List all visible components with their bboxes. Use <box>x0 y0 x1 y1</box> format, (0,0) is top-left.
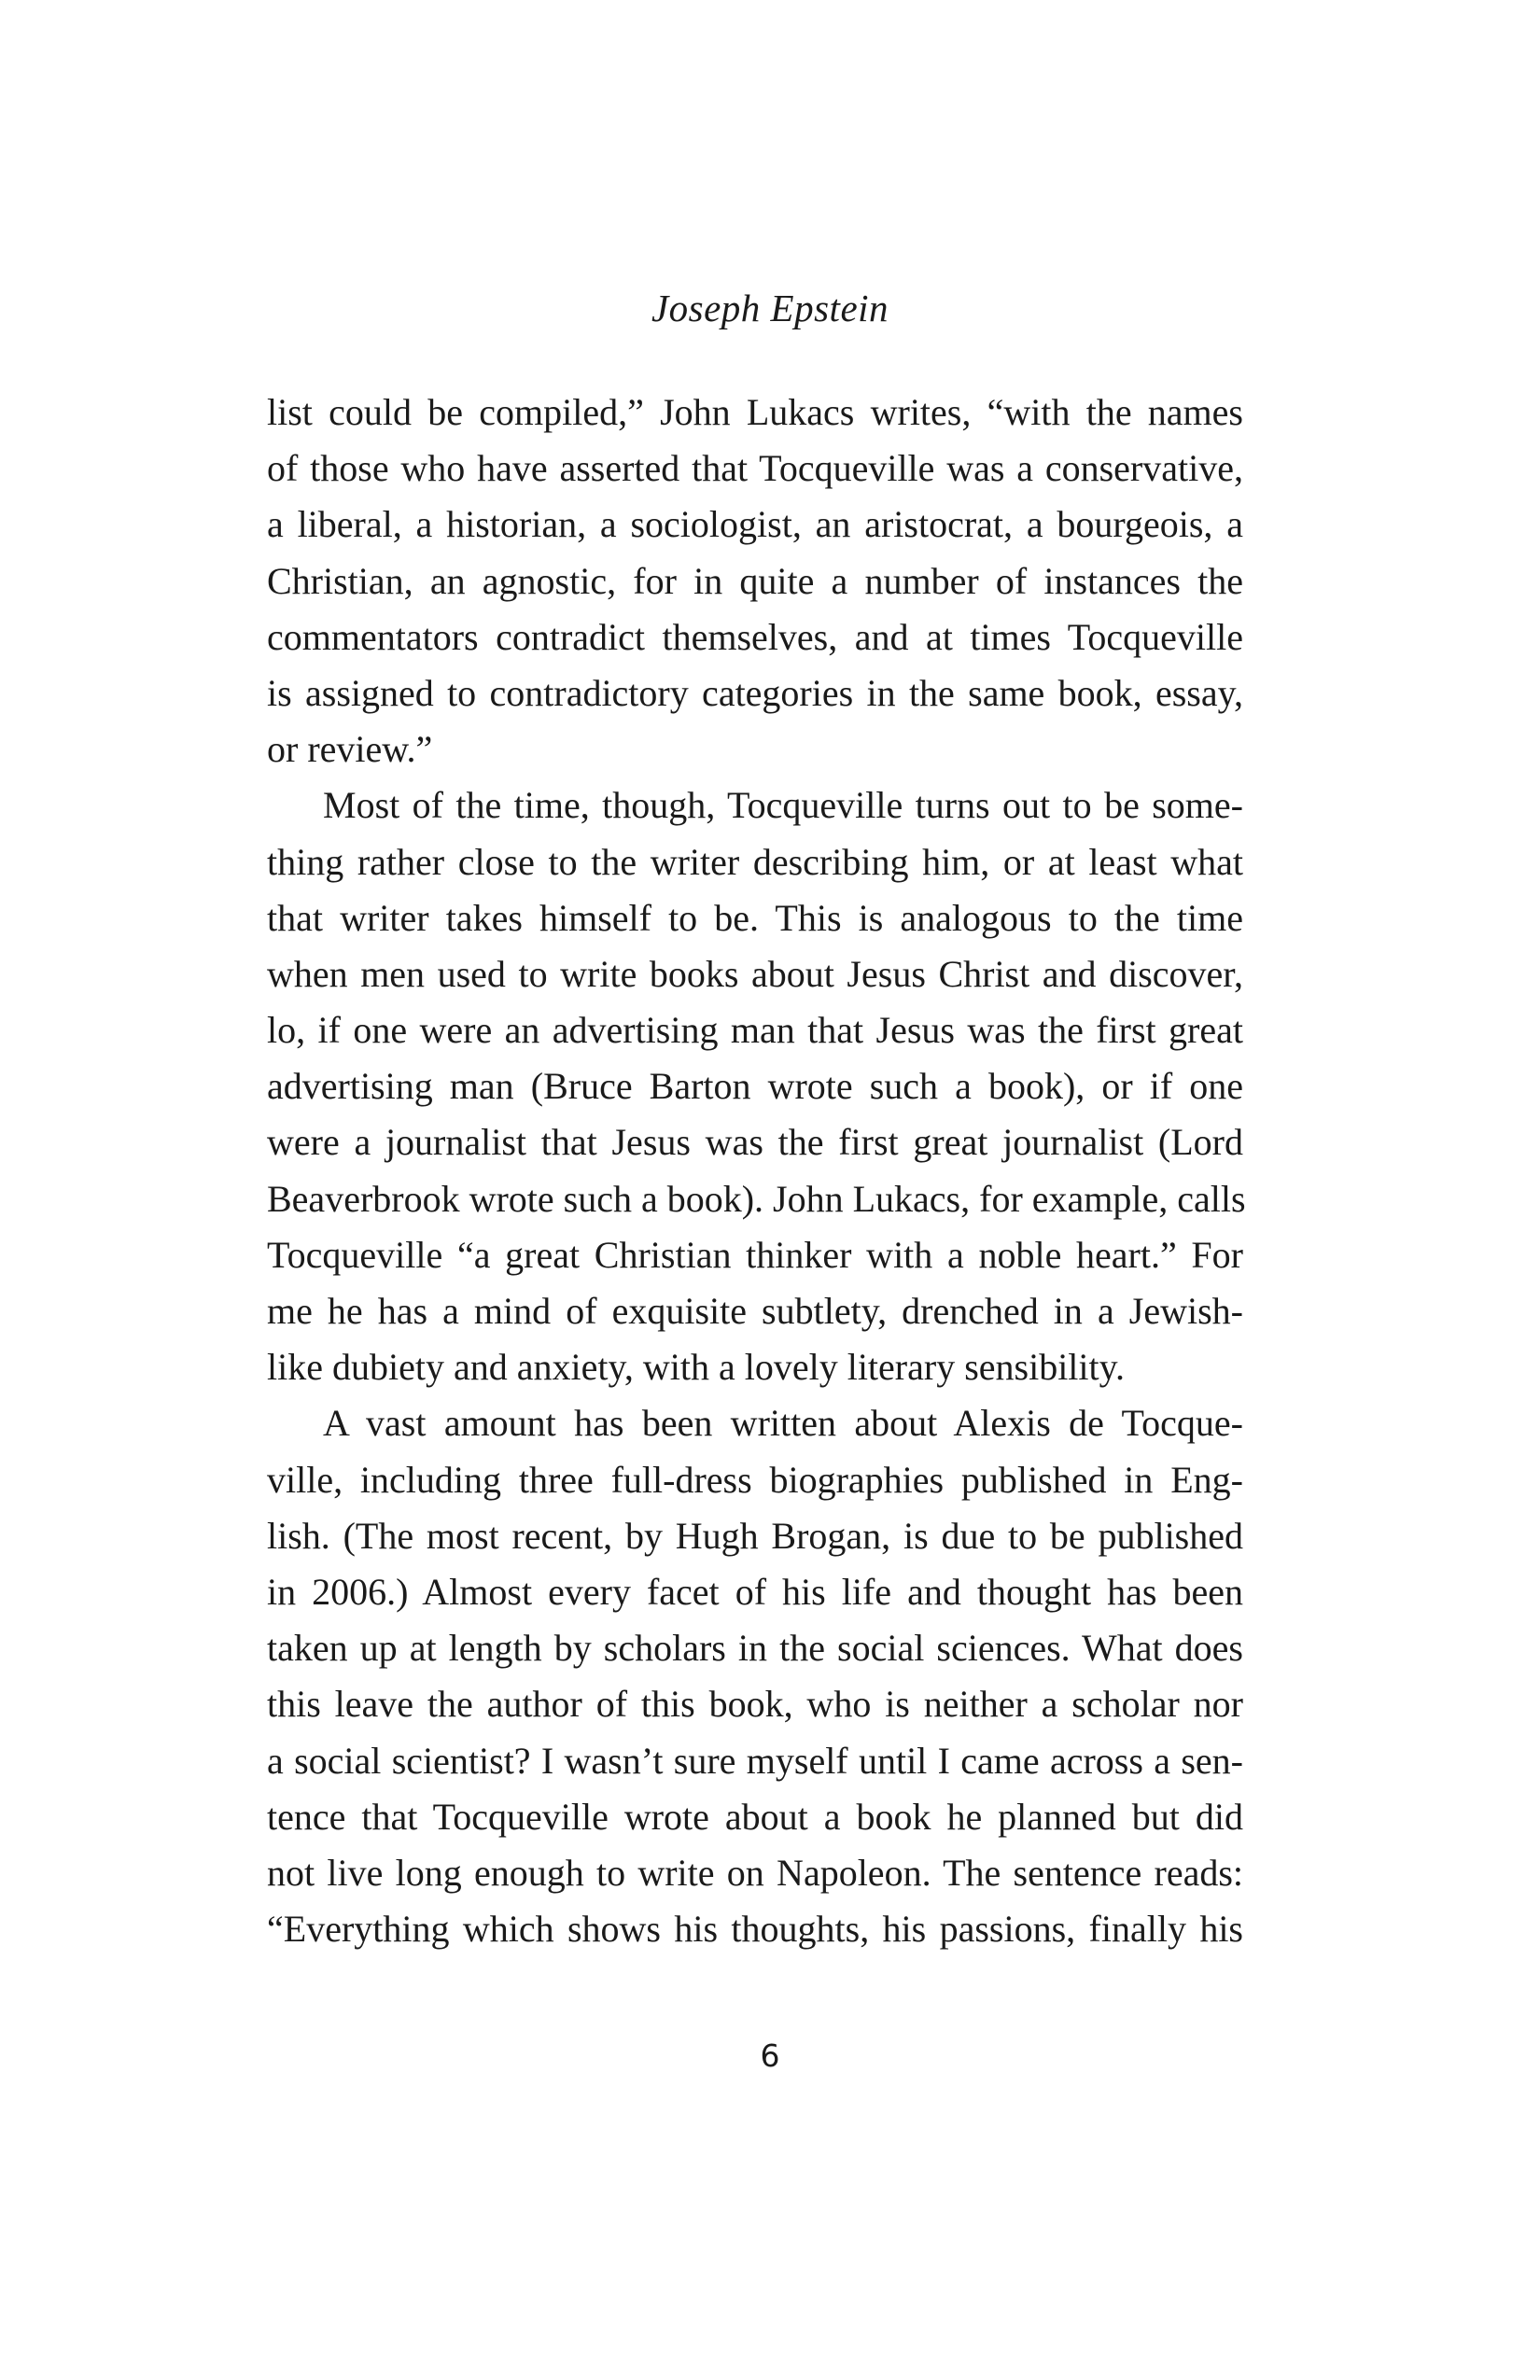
text-line: like dubiety and anxiety, with a lovely literary sensibility. <box>267 1346 1126 1389</box>
text-line: lo, if one were an advertising man that Jesus was the first great <box>267 1009 1243 1052</box>
text-line: or review.” <box>267 728 433 771</box>
text-line: Beaverbrook wrote such a book). John Lukacs, for example, calls <box>267 1177 1246 1220</box>
text-line: is assigned to contradictory categories in the same book, essay, <box>267 671 1243 714</box>
text-line: not live long enough to write on Napoleon. The sentence reads: <box>267 1851 1243 1894</box>
text-line: this leave the author of this book, who is neither a scholar nor <box>267 1683 1243 1726</box>
text-line: commentators contradict themselves, and at times Tocqueville <box>267 615 1243 658</box>
text-line: A vast amount has been written about Alexis de Tocque- <box>323 1402 1243 1445</box>
text-line: that writer takes himself to be. This is analogous to the time <box>267 896 1243 939</box>
paragraph-2 <box>267 777 1246 1395</box>
text-line: a liberal, a historian, a sociologist, an aristocrat, a bourgeois, a <box>267 503 1243 546</box>
paragraph-3 <box>267 1395 1243 1957</box>
text-line: list could be compiled,” John Lukacs writes, “with the names <box>267 391 1243 433</box>
text-line: a social scientist? I wasn’t sure myself until I came across a sen- <box>267 1739 1243 1782</box>
text-line: were a journalist that Jesus was the first great journalist (Lord <box>267 1121 1243 1164</box>
text-line: Christian, an agnostic, for in quite a number of instances the <box>267 559 1243 602</box>
running-head: Joseph Epstein <box>651 287 889 329</box>
text-line: ville, including three full-dress biographies published in Eng- <box>267 1458 1243 1501</box>
page-number: 6 <box>760 2037 780 2074</box>
text-line: “Everything which shows his thoughts, his passions, finally his <box>267 1908 1243 1951</box>
body-text <box>267 385 1246 1957</box>
text-line: me he has a mind of exquisite subtlety, drenched in a Jewish- <box>267 1290 1243 1332</box>
text-line: of those who have asserted that Tocqueville was a conservative, <box>267 447 1243 490</box>
text-line: tence that Tocqueville wrote about a book he planned but did <box>267 1795 1243 1838</box>
text-line: lish. (The most recent, by Hugh Brogan, is due to be published <box>267 1514 1243 1557</box>
paragraph-1 <box>267 385 1243 777</box>
text-line: Most of the time, though, Tocqueville turns out to be some- <box>323 784 1243 827</box>
text-line: Tocqueville “a great Christian thinker with a noble heart.” For <box>267 1233 1243 1276</box>
text-line: when men used to write books about Jesus Christ and discover, <box>267 952 1243 995</box>
text-line: in 2006.) Almost every facet of his life and thought has been <box>267 1570 1243 1613</box>
text-line: advertising man (Bruce Barton wrote such a book), or if one <box>267 1065 1243 1108</box>
text-line: taken up at length by scholars in the social sciences. What does <box>267 1627 1243 1670</box>
text-line: thing rather close to the writer describing him, or at least what <box>267 840 1243 883</box>
